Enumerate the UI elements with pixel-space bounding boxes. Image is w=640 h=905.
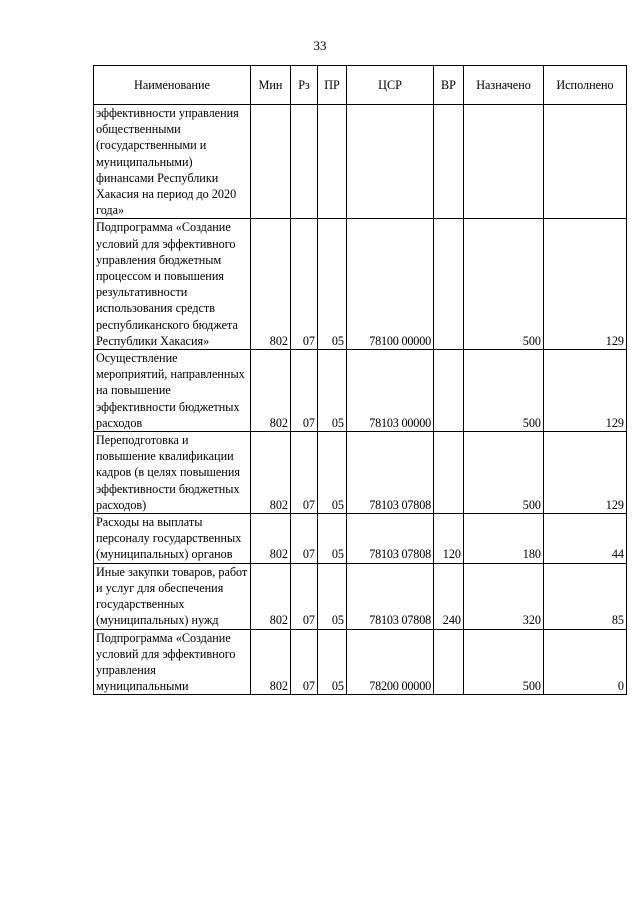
page-number: 33	[313, 38, 327, 53]
cell-name: Расходы на выплаты персоналу государственных (муниципальных) органов	[94, 514, 251, 564]
cell-rz: 07	[291, 514, 318, 564]
cell-csr: 78103 07808	[347, 432, 434, 514]
column-header-executed: Исполнено	[544, 66, 627, 105]
cell-vr	[434, 432, 464, 514]
cell-pr: 05	[318, 563, 347, 629]
cell-name: Переподготовка и повышение квалификации кадров (в целях повышения эффективности бюджетных расходов)	[94, 432, 251, 514]
cell-pr	[318, 105, 347, 219]
cell-name: Осуществление мероприятий, направленных на повышение эффективности бюджетных расходов	[94, 350, 251, 432]
cell-executed: 0	[544, 629, 627, 695]
cell-assigned: 500	[464, 219, 544, 350]
cell-pr: 05	[318, 629, 347, 695]
column-header-name: Наименование	[94, 66, 251, 105]
table-row	[94, 629, 627, 695]
cell-name: Подпрограмма «Создание условий для эффективного управления муниципальными	[94, 629, 251, 695]
table-row	[94, 105, 627, 219]
cell-executed	[544, 105, 627, 219]
cell-min: 802	[251, 629, 291, 695]
table-row	[94, 563, 627, 629]
cell-executed: 85	[544, 563, 627, 629]
cell-name: эффективности управления общественными (государственными и муниципальными) финансами Республики Хакасия на период до 2020 года»	[94, 105, 251, 219]
column-header-vr: ВР	[434, 66, 464, 105]
table-row	[94, 219, 627, 350]
cell-vr: 120	[434, 514, 464, 564]
cell-rz: 07	[291, 432, 318, 514]
cell-csr: 78103 00000	[347, 350, 434, 432]
cell-csr: 78103 07808	[347, 514, 434, 564]
column-header-pr: ПР	[318, 66, 347, 105]
table-row	[94, 350, 627, 432]
cell-pr: 05	[318, 432, 347, 514]
cell-executed: 44	[544, 514, 627, 564]
cell-assigned: 180	[464, 514, 544, 564]
cell-vr	[434, 219, 464, 350]
cell-assigned: 500	[464, 350, 544, 432]
cell-min: 802	[251, 563, 291, 629]
cell-pr: 05	[318, 350, 347, 432]
cell-rz: 07	[291, 350, 318, 432]
cell-csr	[347, 105, 434, 219]
cell-assigned: 320	[464, 563, 544, 629]
cell-name: Иные закупки товаров, работ и услуг для обеспечения государственных (муниципальных) нужд	[94, 563, 251, 629]
cell-min: 802	[251, 432, 291, 514]
cell-assigned	[464, 105, 544, 219]
cell-executed: 129	[544, 432, 627, 514]
cell-executed: 129	[544, 219, 627, 350]
cell-rz: 07	[291, 563, 318, 629]
cell-name: Подпрограмма «Создание условий для эффективного управления бюджетным процессом и повышения результативности использования средств республиканского бюджета Республики Хакасия»	[94, 219, 251, 350]
column-header-assigned: Назначено	[464, 66, 544, 105]
cell-min: 802	[251, 219, 291, 350]
cell-assigned: 500	[464, 432, 544, 514]
cell-min	[251, 105, 291, 219]
cell-executed: 129	[544, 350, 627, 432]
cell-csr: 78200 00000	[347, 629, 434, 695]
cell-vr	[434, 629, 464, 695]
cell-rz	[291, 105, 318, 219]
table-row	[94, 432, 627, 514]
cell-assigned: 500	[464, 629, 544, 695]
table-header-row	[94, 66, 627, 105]
cell-rz: 07	[291, 219, 318, 350]
column-header-min: Мин	[251, 66, 291, 105]
cell-vr	[434, 105, 464, 219]
cell-min: 802	[251, 514, 291, 564]
cell-min: 802	[251, 350, 291, 432]
column-header-rz: Рз	[291, 66, 318, 105]
table-row	[94, 514, 627, 564]
cell-pr: 05	[318, 219, 347, 350]
cell-vr	[434, 350, 464, 432]
cell-csr: 78103 07808	[347, 563, 434, 629]
cell-vr: 240	[434, 563, 464, 629]
column-header-csr: ЦСР	[347, 66, 434, 105]
budget-execution-table	[93, 65, 627, 695]
cell-pr: 05	[318, 514, 347, 564]
cell-rz: 07	[291, 629, 318, 695]
cell-csr: 78100 00000	[347, 219, 434, 350]
